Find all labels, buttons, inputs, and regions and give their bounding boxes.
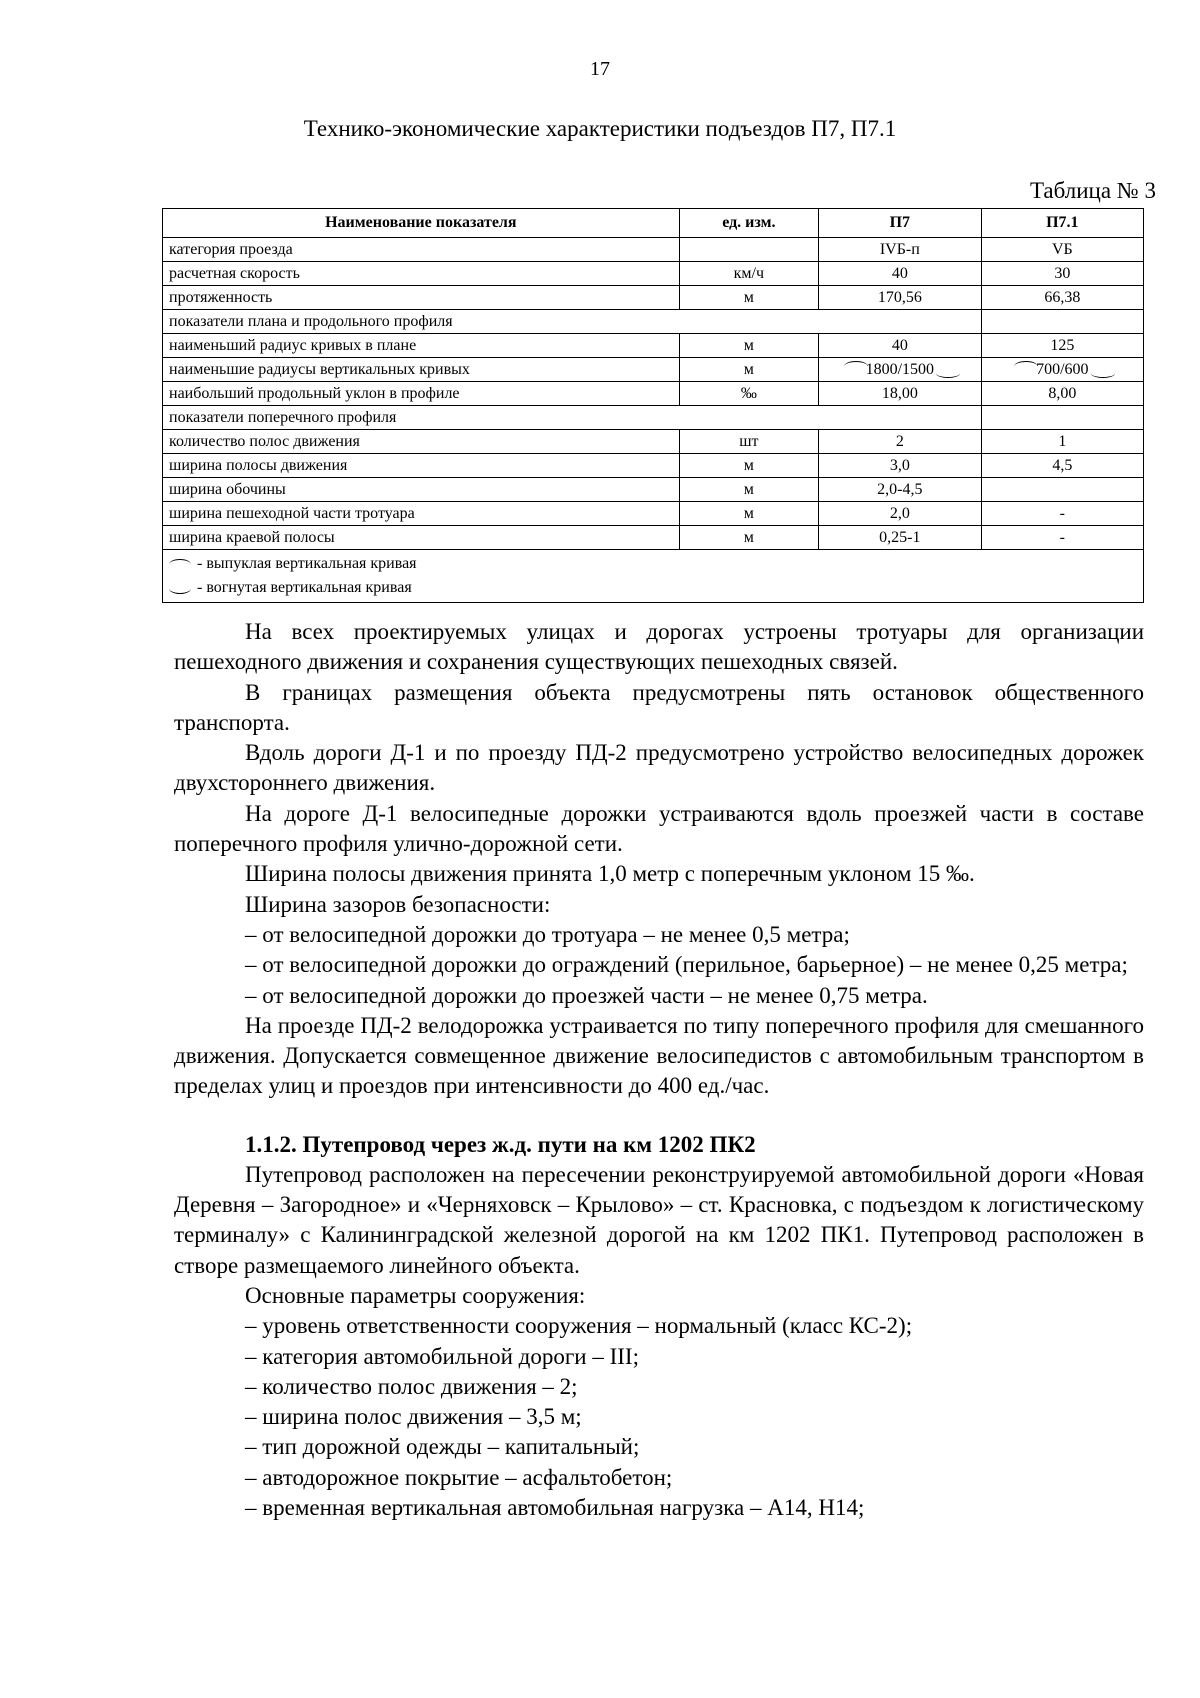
section-cell: показатели плана и продольного профиля (163, 310, 982, 334)
section-empty-cell (981, 406, 1143, 430)
cell-p7: 3,0 (819, 454, 982, 478)
cell-p71: 125 (981, 334, 1143, 358)
cell-p71: 1 (981, 430, 1143, 454)
cell-p71: VБ (981, 238, 1143, 262)
table-row (163, 430, 1144, 454)
paragraph: – категория автомобильной дороги – III; (245, 1343, 639, 1369)
table-row (163, 478, 1144, 502)
cell-p7: 0,25-1 (819, 526, 982, 550)
concave-curve-icon (169, 583, 191, 594)
vertical-curve-value: 700/600 (1036, 359, 1088, 381)
header-p71: П7.1 (981, 209, 1143, 238)
paragraph: В границах размещения объекта предусмотрены пять остановок общественного транспорта. (174, 679, 1144, 735)
cell-name: ширина обочины (163, 478, 680, 502)
cell-p7: 40 (819, 262, 982, 286)
cell-unit: м (679, 502, 818, 526)
cell-p71 (981, 478, 1143, 502)
cell-p7 (819, 358, 982, 382)
paragraph: На проезде ПД-2 велодорожка устраивается по типу поперечного профиля для смешанного движения. Допускается совмещенное движение велосипедистов с автомобильным транспортом в пределах улиц и проездов при интенсивности до 400 ед./час. (174, 1012, 1144, 1099)
cell-unit: м (679, 286, 818, 310)
paragraph: Ширина зазоров безопасности: (245, 891, 551, 917)
table-header-row (163, 209, 1144, 238)
paragraph: – уровень ответственности сооружения – нормальный (класс КС-2); (245, 1313, 913, 1339)
paragraph: Ширина полосы движения принята 1,0 метр с поперечным уклоном 15 ‰. (245, 861, 975, 887)
legend-item (169, 552, 1137, 576)
table-row (163, 502, 1144, 526)
legend-text: - выпуклая вертикальная кривая (197, 555, 417, 572)
vertical-curve-value: 1800/1500 (866, 359, 934, 381)
cell-name: ширина полосы движения (163, 454, 680, 478)
paragraph: На всех проектируемых улицах и дорогах устроены тротуары для организации пешеходного движения и сохранения существующих пешеходных связей. (174, 619, 1144, 675)
cell-name: расчетная скорость (163, 262, 680, 286)
cell-unit: м (679, 478, 818, 502)
legend-cell (163, 550, 1144, 603)
section-empty-cell (981, 310, 1143, 334)
table-row (163, 382, 1144, 406)
cell-name: категория проезда (163, 238, 680, 262)
paragraph: – количество полос движения – 2; (245, 1373, 578, 1399)
paragraph: – автодорожное покрытие – асфальтобетон; (245, 1464, 673, 1490)
paragraph: – тип дорожной одежды – капитальный; (245, 1434, 640, 1460)
cell-unit (679, 238, 818, 262)
cell-p7: 40 (819, 334, 982, 358)
cell-name: наибольший продольный уклон в профиле (163, 382, 680, 406)
table-body (163, 238, 1144, 603)
page-title: Технико-экономические характеристики подъездов П7, П7.1 (303, 116, 897, 141)
cell-name: ширина пешеходной части тротуара (163, 502, 680, 526)
cell-name: наименьшие радиусы вертикальных кривых (163, 358, 680, 382)
table-row (163, 406, 1144, 430)
paragraph: – от велосипедной дорожки до тротуара – не менее 0,5 метра; (245, 921, 850, 947)
header-name: Наименование показателя (163, 209, 680, 238)
page-number: 17 (590, 58, 610, 80)
body-text (174, 617, 1144, 1523)
cell-p71: 66,38 (981, 286, 1143, 310)
paragraph: Основные параметры сооружения: (245, 1282, 586, 1308)
cell-p7: 18,00 (819, 382, 982, 406)
cell-unit: м (679, 526, 818, 550)
table-caption: Таблица № 3 (1029, 178, 1156, 203)
paragraph: – от велосипедной дорожки до проезжей части – не менее 0,75 метра. (245, 982, 928, 1008)
cell-name: протяженность (163, 286, 680, 310)
paragraph-group-2 (174, 1160, 1144, 1524)
cell-p71 (981, 358, 1143, 382)
paragraph: На дороге Д-1 велосипедные дорожки устраиваются вдоль проезжей части в составе поперечного профиля улично-дорожной сети. (174, 800, 1144, 857)
cell-p71: 8,00 (981, 382, 1143, 406)
cell-unit: м (679, 358, 818, 382)
header-p7: П7 (819, 209, 982, 238)
cell-unit: шт (679, 430, 818, 454)
header-unit: ед. изм. (679, 209, 818, 238)
cell-p7: 2,0 (819, 502, 982, 526)
cell-p7: 170,56 (819, 286, 982, 310)
cell-p71: 30 (981, 262, 1143, 286)
table-row (163, 526, 1144, 550)
cell-p7: 2 (819, 430, 982, 454)
cell-unit: ‰ (679, 382, 818, 406)
legend-item (169, 576, 1137, 600)
paragraph: – от велосипедной дорожки до ограждений (перильное, барьерное) – не менее 0,25 метра; (245, 952, 1128, 978)
legend-row (163, 550, 1144, 603)
convex-curve-icon (169, 559, 191, 570)
paragraph: Путепровод расположен на пересечении реконструируемой автомобильной дороги «Новая Деревня – Загородное» и «Черняховск – Крылово» – ст. Красновка, с подъездом к логистическому терминалу» с Калининградской железной дорогой на км 1202 ПК1. Путепровод расположен в створе размещаемого линейного объекта. (174, 1161, 1144, 1278)
paragraph-group-1 (174, 617, 1144, 1102)
table-row (163, 334, 1144, 358)
legend-text: - вогнутая вертикальная кривая (197, 579, 412, 596)
cell-unit: км/ч (679, 262, 818, 286)
cell-p71: 4,5 (981, 454, 1143, 478)
cell-p7: 2,0-4,5 (819, 478, 982, 502)
paragraph: – ширина полос движения – 3,5 м; (245, 1404, 582, 1430)
cell-name: наименьший радиус кривых в плане (163, 334, 680, 358)
cell-p7: IVБ-п (819, 238, 982, 262)
paragraph: – временная вертикальная автомобильная нагрузка – А14, Н14; (245, 1495, 865, 1521)
table-row (163, 262, 1144, 286)
paragraph: Вдоль дороги Д-1 и по проезду ПД-2 предусмотрено устройство велосипедных дорожек двухстороннего движения. (174, 740, 1144, 796)
cell-p71: - (981, 502, 1143, 526)
table-row (163, 286, 1144, 310)
table-row (163, 358, 1144, 382)
characteristics-table (162, 208, 1144, 603)
cell-unit: м (679, 334, 818, 358)
section-heading: 1.1.2. Путепровод через ж.д. пути на км 1202 ПК2 (245, 1131, 756, 1157)
table-row (163, 238, 1144, 262)
table-row (163, 454, 1144, 478)
cell-name: количество полос движения (163, 430, 680, 454)
cell-name: ширина краевой полосы (163, 526, 680, 550)
cell-unit: м (679, 454, 818, 478)
cell-p71: - (981, 526, 1143, 550)
section-cell: показатели поперечного профиля (163, 406, 982, 430)
table-row (163, 310, 1144, 334)
